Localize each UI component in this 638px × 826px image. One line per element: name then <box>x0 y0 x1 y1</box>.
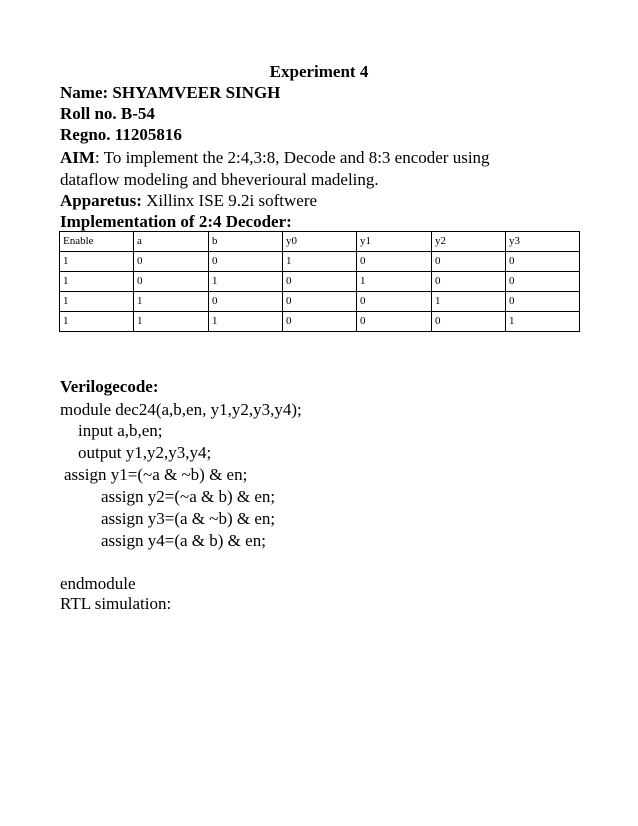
truth-table <box>59 231 580 332</box>
truth-table-header-cell: y3 <box>506 232 580 252</box>
truth-table-header-cell: y1 <box>357 232 432 252</box>
aim-label: AIM <box>60 148 95 167</box>
truth-table-cell: 0 <box>283 292 357 312</box>
truth-table-cell: 0 <box>357 252 432 272</box>
aim-text: : To implement the 2:4,3:8, Decode and 8:3 encoder using <box>94 148 490 167</box>
truth-table-cell: 0 <box>283 272 357 292</box>
student-name: Name: SHYAMVEER SINGH <box>60 83 281 102</box>
truth-table-cell: 1 <box>60 252 134 272</box>
implementation-heading: Implementation of 2:4 Decoder: <box>60 212 292 231</box>
truth-table-cell: 0 <box>134 252 209 272</box>
truth-table-cell: 1 <box>134 312 209 332</box>
truth-table-row <box>60 272 580 292</box>
truth-table-cell: 0 <box>283 312 357 332</box>
truth-table-cell: 1 <box>60 272 134 292</box>
code-output-line: output y1,y2,y3,y4; <box>78 443 212 462</box>
truth-table-header-cell: Enable <box>60 232 134 252</box>
code-assign-y4: assign y4=(a & b) & en; <box>101 531 266 550</box>
truth-table-cell: 1 <box>134 292 209 312</box>
truth-table-header-cell: y0 <box>283 232 357 252</box>
code-module-line: module dec24(a,b,en, y1,y2,y3,y4); <box>60 400 302 419</box>
truth-table-cell: 0 <box>432 312 506 332</box>
apparatus-label: Apparetus: <box>60 191 142 210</box>
truth-table-cell: 1 <box>283 252 357 272</box>
truth-table-row <box>60 312 580 332</box>
truth-table-cell: 1 <box>506 312 580 332</box>
aim-line-2: dataflow modeling and bheverioural madeling. <box>60 170 379 189</box>
truth-table-cell: 0 <box>432 252 506 272</box>
truth-table-cell: 0 <box>209 252 283 272</box>
truth-table-cell: 0 <box>506 292 580 312</box>
truth-table-cell: 1 <box>60 292 134 312</box>
truth-table-cell: 0 <box>432 272 506 292</box>
code-assign-y1: assign y1=(~a & ~b) & en; <box>64 465 248 484</box>
code-assign-y3: assign y3=(a & ~b) & en; <box>101 509 276 528</box>
truth-table-cell: 0 <box>506 272 580 292</box>
truth-table-row <box>60 292 580 312</box>
truth-table-cell: 1 <box>357 272 432 292</box>
truth-table-cell: 1 <box>209 272 283 292</box>
experiment-title: Experiment 4 <box>269 62 369 81</box>
truth-table-body <box>60 232 580 332</box>
roll-number: Roll no. B-54 <box>60 104 155 123</box>
apparatus-line <box>60 191 317 211</box>
apparatus-text: Xillinx ISE 9.2i softwere <box>141 191 318 210</box>
truth-table-cell: 1 <box>432 292 506 312</box>
verilog-heading: Verilogecode: <box>60 377 159 396</box>
truth-table-cell: 0 <box>134 272 209 292</box>
code-input-line: input a,b,en; <box>78 421 163 440</box>
registration-number: Regno. 11205816 <box>60 125 182 144</box>
code-endmodule: endmodule <box>60 574 136 593</box>
truth-table-header-row <box>60 232 580 252</box>
truth-table-cell: 0 <box>357 312 432 332</box>
truth-table-header-cell: y2 <box>432 232 506 252</box>
truth-table-row <box>60 252 580 272</box>
truth-table-header-cell: a <box>134 232 209 252</box>
rtl-simulation-label: RTL simulation: <box>60 594 172 613</box>
truth-table-cell: 1 <box>60 312 134 332</box>
truth-table-cell: 0 <box>357 292 432 312</box>
truth-table-cell: 0 <box>209 292 283 312</box>
truth-table-cell: 1 <box>209 312 283 332</box>
aim-line <box>60 148 490 168</box>
truth-table-header-cell: b <box>209 232 283 252</box>
code-assign-y2: assign y2=(~a & b) & en; <box>101 487 276 506</box>
truth-table-cell: 0 <box>506 252 580 272</box>
